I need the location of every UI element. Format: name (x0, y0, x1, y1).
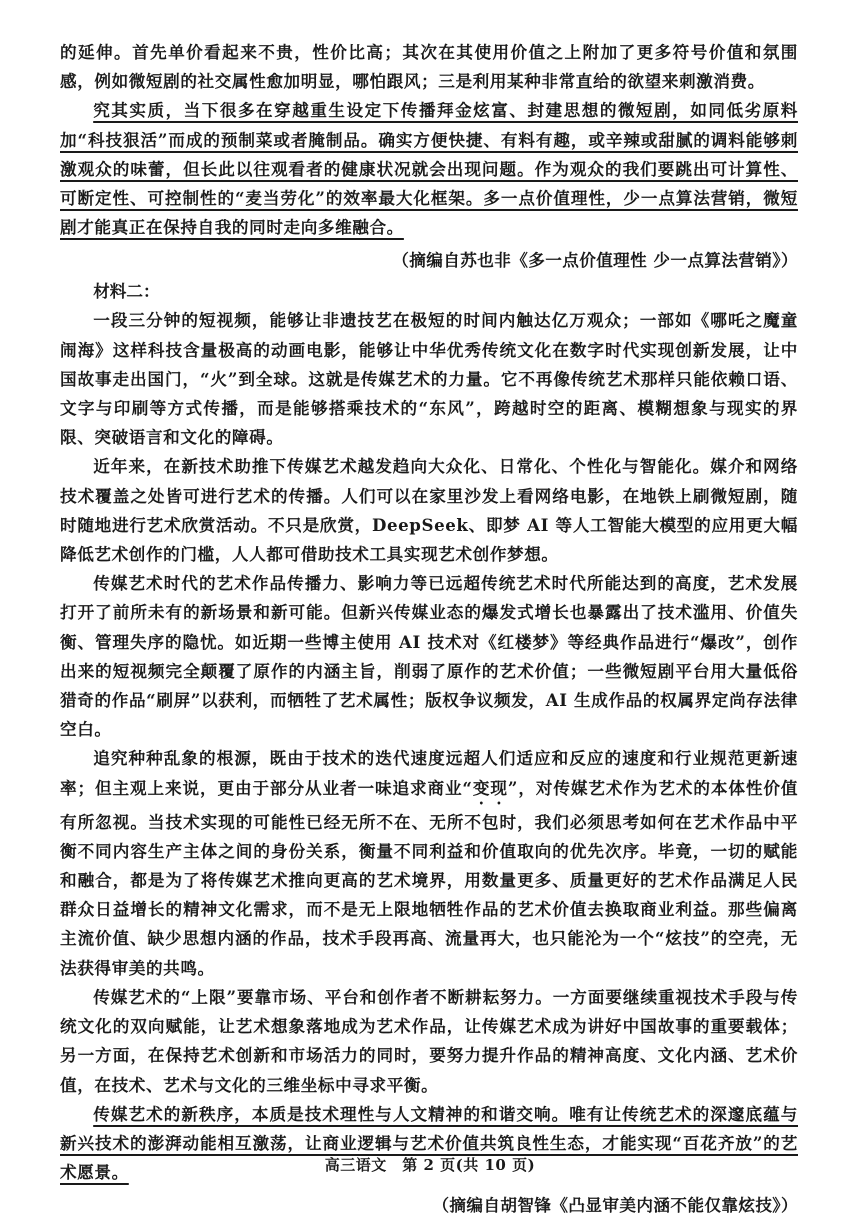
page-footer: 高三语文 第 2 页(共 10 页) (324, 1156, 536, 1174)
material1-source: （摘编自苏也非《多一点价值理性 少一点算法营销》） (392, 250, 798, 271)
material2-source: （摘编自胡智锋《凸显审美内涵不能仅靠炫技》） (432, 1195, 798, 1216)
material2-paragraph-3: 传媒艺术时代的艺术作品传播力、影响力等已远超传统艺术时代所能达到的高度，艺术发展打开了前所未有的新场景和新可能。但新兴传媒业态的爆发式增长也暴露出了技术滥用、价值失衡、管理失序的隐忧。如近期一些博主使用 AI 技术对《红楼梦》等经典作品进行“爆改”，创作出来的短视频完全颠覆了原作的内涵主旨，削弱了原作的艺术价值；一些微短剧平台用大量低俗猎奇的作品“刷屏”以获利，而牺牲了艺术属性；版权争议频发，AI 生成作品的权属界定尚存法律空白。 (60, 573, 798, 740)
material2-paragraph-1: 一段三分钟的短视频，能够让非遗技艺在极短的时间内触达亿万观众；一部如《哪吒之魔童闹海》这样科技含量极高的动画电影，能够让中华优秀传统文化在数字时代实现创新发展，让中国故事走出国门，“火”到全球。这就是传媒艺术的力量。它不再像传统艺术那样只能依赖口语、文字与印刷等方式传播，而是能够搭乘技术的“东风”，跨越时空的距离、模糊想象与现实的界限、突破语言和文化的障碍。 (60, 310, 798, 448)
paragraph-4-part-a: 追究种种乱象的根源，既由于技术的迭代速度远超人们适应和反应的速度和行业规范更新速率；但主观上来说，更由于部分从业者一味追求商业“ (60, 748, 798, 798)
material2-paragraph-4 (60, 744, 798, 982)
underlined-text: 究其实质，当下很多在穿越重生设定下传播拜金炫富、封建思想的微短剧，如同低劣原料加“科技狠活”而成的预制菜或者腌制品。确实方便快捷、有料有趣，或辛辣或甜腻的调料能够刺激观众的味蕾，但长此以往观看者的健康状况就会出现问题。作为观众的我们要跳出可计算性、可断定性、可控制性的“麦当劳化”的效率最大化框架。多一点价值理性，少一点算法营销，微短剧才能真正在保持自我的同时走向多维融合。 (60, 100, 798, 238)
underlined-text: 传媒艺术的新秩序，本质是技术理性与人文精神的和谐交响。唯有让传统艺术的深邃底蕴与新兴技术的澎湃动能相互激荡，让商业逻辑与艺术价值共筑良性生态，才能实现“百花齐放”的艺术愿景。 (60, 1103, 798, 1183)
material1-paragraph-continued: 的延伸。首先单价看起来不贵，性价比高；其次在其使用价值之上附加了更多符号价值和氛围感，例如微短剧的社交属性愈加明显，哪怕跟风；三是利用某种非常直给的欲望来刺激消费。 (60, 42, 798, 92)
material2-paragraph-2: 近年来，在新技术助推下传媒艺术越发趋向大众化、日常化、个性化与智能化。媒介和网络技术覆盖之处皆可进行艺术的传播。人们可以在家里沙发上看网络电影，在地铁上刷微短剧，随时随地进行艺术欣赏活动。不只是欣赏，DeepSeek、即梦 AI 等人工智能大模型的应用更大幅降低艺术创作的门槛，人人都可借助技术工具实现艺术创作梦想。 (60, 456, 798, 565)
emphasized-word: 变现 (472, 777, 508, 798)
material2-paragraph-5: 传媒艺术的“上限”要靠市场、平台和创作者不断耕耘努力。一方面要继续重视技术手段与传统文化的双向赋能，让艺术想象落地成为艺术作品，让传媒艺术成为讲好中国故事的重要载体；另一方面，在保持艺术创新和市场活力的同时，要努力提升作品的精神高度、文化内涵、艺术价值，在技术、艺术与文化的三维坐标中寻求平衡。 (60, 986, 798, 1095)
material2-heading: 材料二： (93, 281, 160, 302)
material1-paragraph-2 (60, 96, 798, 242)
paragraph-4-part-b: ”，对传媒艺术作为艺术的本体性价值有所忽视。当技术实现的可能性已经无所不在、无所不包时，我们必须思考如何在艺术作品中平衡不同内容生产主体之间的身份关系，衡量不同利益和价值取向的优先次序。毕竟，一切的赋能和融合，都是为了将传媒艺术推向更高的艺术境界，用数量更多、质量更好的艺术作品满足人民群众日益增长的精神文化需求，而不是无上限地牺牲作品的艺术价值去换取商业利益。那些偏离主流价值、缺少思想内涵的作品，技术手段再高、流量再大，也只能沦为一个“炫技”的空壳，无法获得审美的共鸣。 (60, 777, 799, 978)
